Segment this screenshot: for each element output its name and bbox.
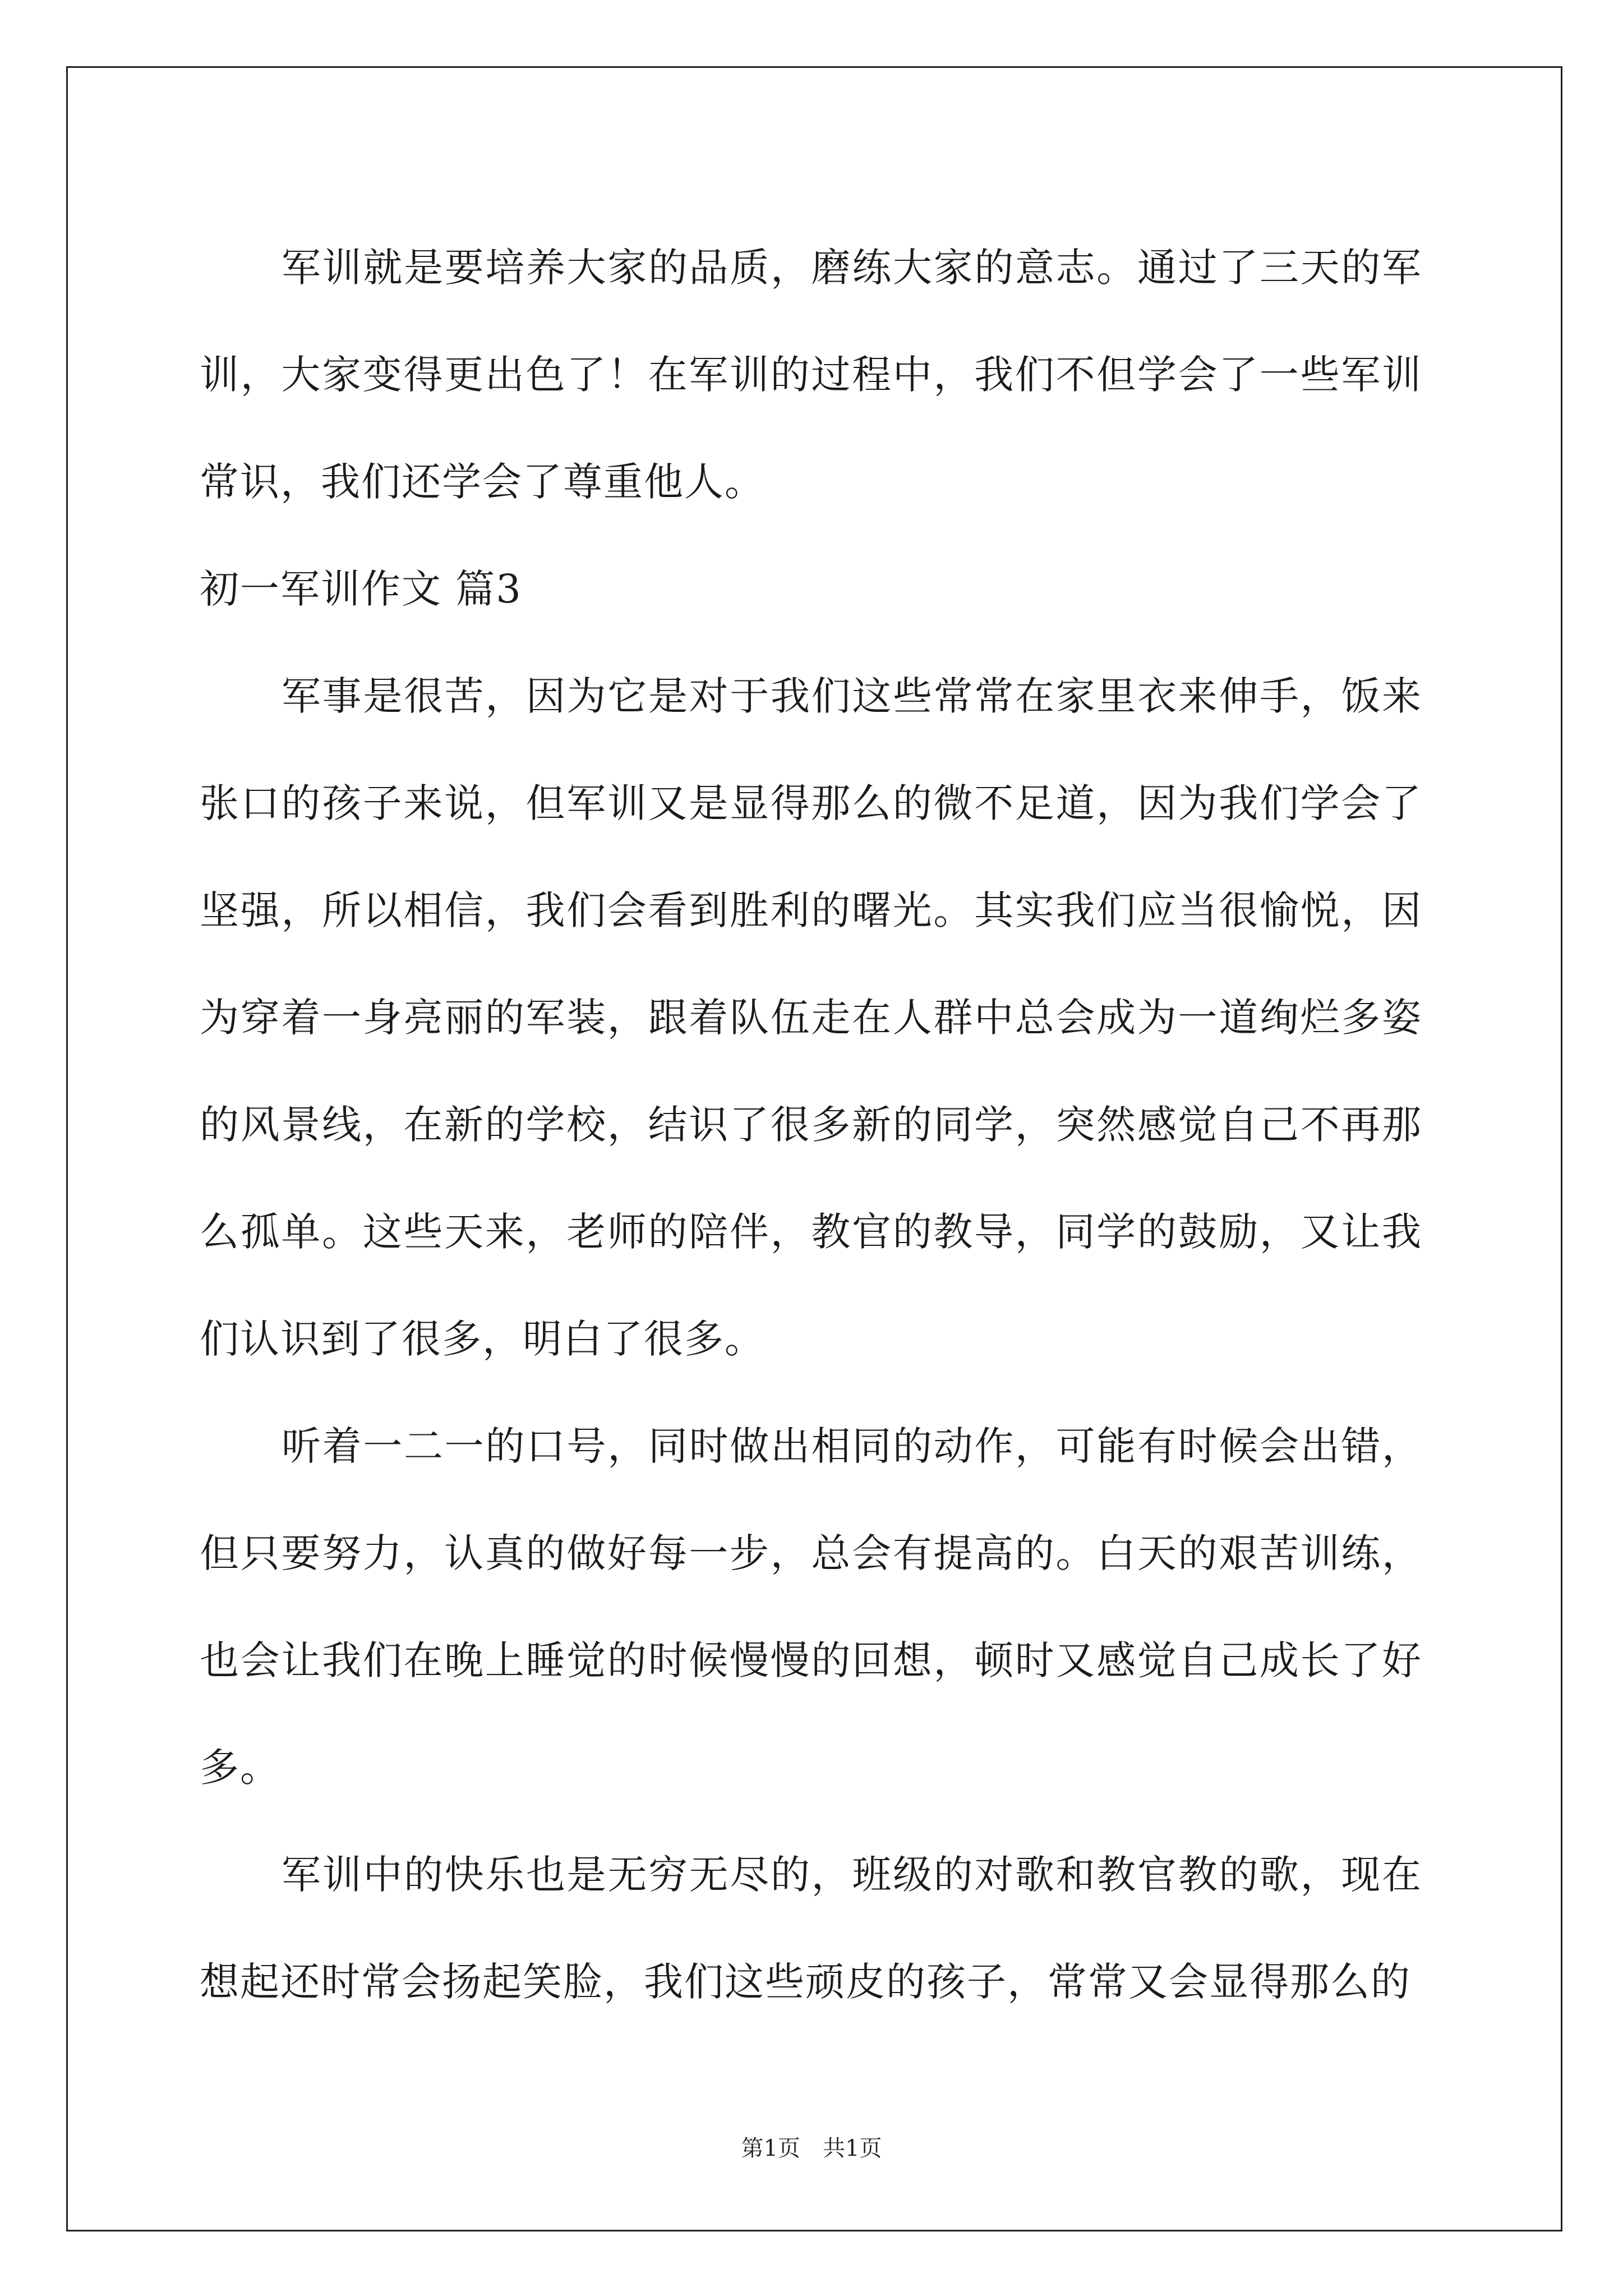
paragraph-military-hardship: 军事是很苦，因为它是对于我们这些常常在家里衣来伸手，饭来张口的孩子来说，但军训又是显得那么的微不足道，因为我们学会了坚强，所以相信，我们会看到胜利的曙光。其实我们应当很愉悦，因为穿着一身亮丽的军装，跟着队伍走在人群中总会成为一道绚烂多姿的风景线，在新的学校，结识了很多新的同学，突然感觉自己不再那么孤单。这些天来，老师的陪伴，教官的教导，同学的鼓励，又让我们认识到了很多，明白了很多。 (200, 673, 1422, 1362)
document-body (200, 214, 1422, 2036)
page-number-footer: 第1页 共1页 (741, 2136, 882, 2161)
paragraph-joy: 军训中的快乐也是无穷无尽的，班级的对歌和教官教的歌，现在想起还时常会扬起笑脸，我们这些顽皮的孩子，常常又会显得那么的 (200, 1852, 1422, 2005)
section-heading: 初一军训作文 篇3 (200, 566, 522, 612)
paragraph-intro: 军训就是要培养大家的品质，磨练大家的意志。通过了三天的军训，大家变得更出色了！在军训的过程中，我们不但学会了一些军训常识，我们还学会了尊重他人。 (200, 245, 1422, 505)
paragraph-drill-commands: 听着一二一的口号，同时做出相同的动作，可能有时候会出错，但只要努力，认真的做好每一步，总会有提高的。白天的艰苦训练，也会让我们在晚上睡觉的时候慢慢的回想，顿时又感觉自己成长了好多。 (200, 1423, 1422, 1791)
